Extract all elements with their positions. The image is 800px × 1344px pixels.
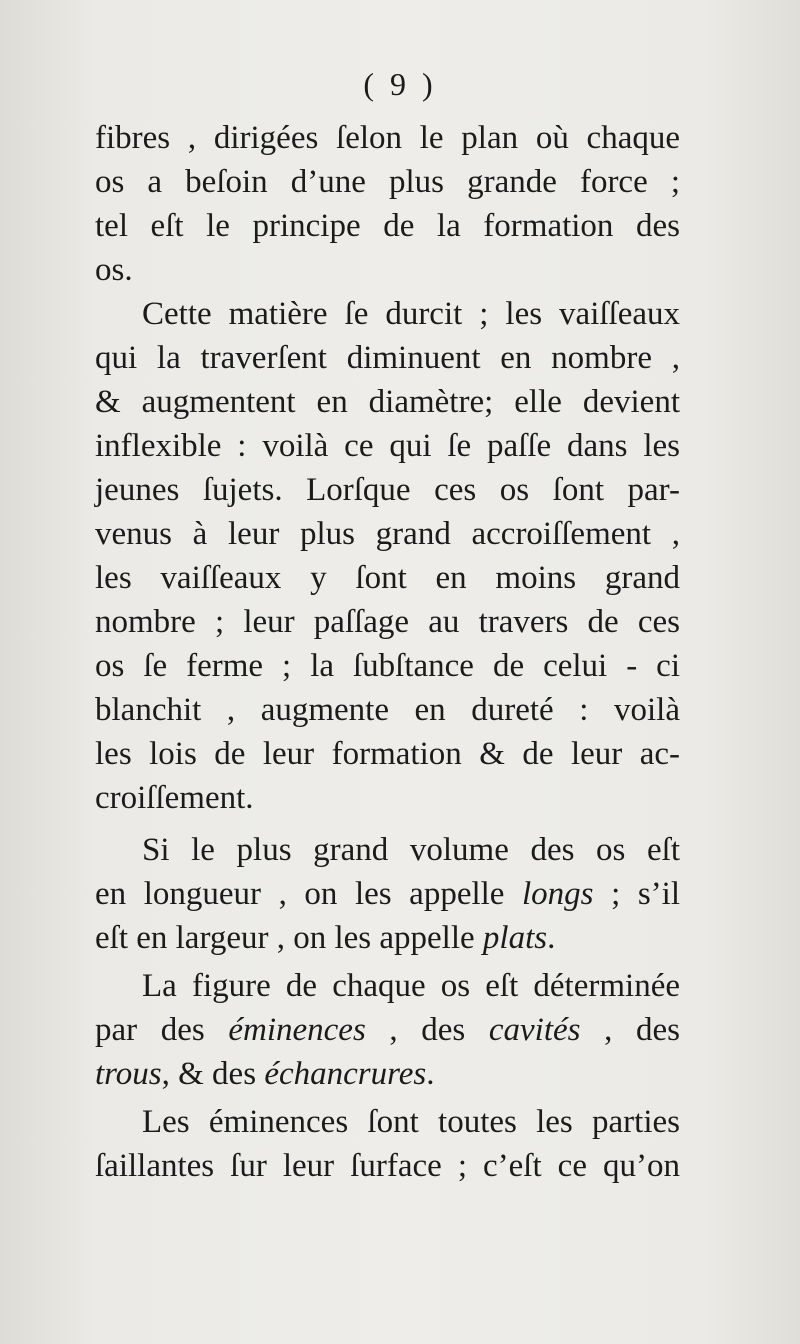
text-run: , des bbox=[580, 1012, 680, 1048]
text-line: nombre ; leur paſſage au travers de ces bbox=[95, 604, 680, 640]
text-run: eſt en largeur , on les appelle bbox=[95, 920, 483, 956]
paragraph-start-line: Si le plus grand volume des os eſt bbox=[142, 832, 680, 868]
italic-term-cavites: cavités bbox=[488, 1012, 581, 1048]
text-line: inflexible : voilà ce qui ſe paſſe dans les bbox=[95, 428, 680, 464]
paragraph-start-line: La figure de chaque os eſt déterminée bbox=[142, 968, 680, 1004]
text-line bbox=[95, 916, 680, 960]
text-run: , & des bbox=[161, 1056, 265, 1092]
text-line: os a beſoin d’une plus grande force ; bbox=[95, 164, 680, 200]
text-run: ; s’il bbox=[593, 876, 680, 912]
italic-term-plats: plats bbox=[482, 920, 548, 956]
paragraph-start-line: Les éminences ſont toutes les parties bbox=[142, 1104, 680, 1140]
text-line: fibres , dirigées ſelon le plan où chaque bbox=[95, 120, 680, 156]
text-line bbox=[95, 1008, 680, 1052]
italic-term-longs: longs bbox=[522, 876, 594, 912]
text-line: os. bbox=[95, 252, 133, 288]
italic-term-trous: trous bbox=[95, 1056, 162, 1092]
text-line: os ſe ferme ; la ſubſtance de celui - ci bbox=[95, 648, 680, 684]
text-line: & augmentent en diamètre; elle devient bbox=[95, 384, 680, 420]
page-number: ( 9 ) bbox=[363, 66, 437, 102]
text-run: . bbox=[547, 920, 556, 956]
text-line: qui la traverſent diminuent en nombre , bbox=[95, 340, 680, 376]
text-line: jeunes ſujets. Lorſque ces os ſont par- bbox=[95, 472, 680, 508]
text-line bbox=[95, 1052, 680, 1096]
text-run: en longueur , on les appelle bbox=[95, 876, 523, 912]
paragraph-start-line: Cette matière ſe durcit ; les vaiſſeaux bbox=[142, 296, 680, 332]
text-line: croiſſement. bbox=[95, 780, 254, 816]
text-run: par des bbox=[95, 1012, 229, 1048]
text-line bbox=[95, 872, 680, 916]
text-line: blanchit , augmente en dureté : voilà bbox=[95, 692, 680, 728]
text-line: les vaiſſeaux y ſont en moins grand bbox=[95, 560, 680, 596]
text-run: . bbox=[426, 1056, 435, 1092]
text-line: ſaillantes ſur leur ſurface ; c’eſt ce qu’on bbox=[95, 1148, 680, 1184]
italic-term-echancrures: échancrures bbox=[264, 1056, 427, 1092]
text-run: , des bbox=[365, 1012, 489, 1048]
text-line: tel eſt le principe de la formation des bbox=[95, 208, 680, 244]
italic-term-eminences: éminences bbox=[228, 1012, 366, 1048]
text-line: les lois de leur formation & de leur ac- bbox=[95, 736, 680, 772]
text-line: venus à leur plus grand accroiſſement , bbox=[95, 516, 680, 552]
